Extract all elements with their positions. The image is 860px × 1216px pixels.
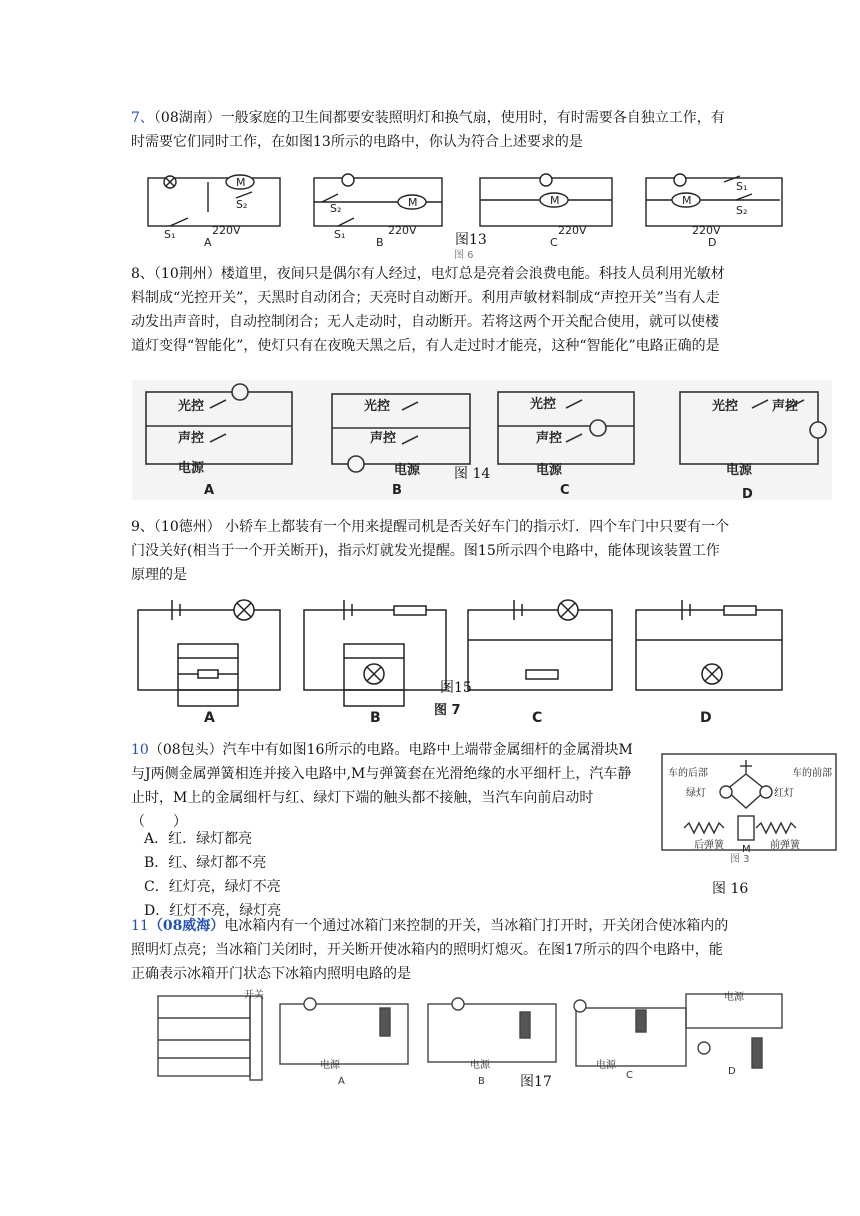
question-number: 10 [131,742,149,758]
svg-text:车的前部: 车的前部 [792,768,832,779]
svg-text:C: C [560,483,570,498]
svg-text:绿灯: 绿灯 [686,788,706,799]
option-b: B．红、绿灯都不亮 [144,855,267,871]
option-c: C．红灯亮，绿灯不亮 [144,879,281,895]
svg-text:声控: 声控 [772,399,799,414]
svg-text:电源: 电源 [320,1060,340,1071]
svg-text:电源: 电源 [596,1060,616,1071]
question-number: 8、 [131,266,154,282]
scan-caption: 图 6 [454,250,474,261]
question-text: （08包头）汽车中有如图16所示的电路。电路中上端带金属细杆的金属滑块M与J两侧金属弹簧相连并接入电路中,M与弹簧套在光滑绝缘的水平细杆上，汽车静止时，M上的金属细杆与红、绿灯下端的触头都不接触，当汽车向前启动时 （ ） [131,742,633,830]
svg-text:声控: 声控 [536,431,563,446]
svg-text:S₁: S₁ [334,228,346,241]
option-label-a: A [204,236,212,249]
question-7 [131,106,731,154]
motor-label: M [236,176,246,189]
svg-text:电源: 电源 [470,1060,490,1071]
figure-15-caption: 图15 [440,680,472,696]
svg-text:前弹簧: 前弹簧 [770,840,800,851]
svg-text:车的后部: 车的后部 [668,768,708,779]
question-number: 7、 [131,110,154,126]
option-label-c: C [550,236,558,249]
svg-text:B: B [392,483,402,498]
svg-text:电源: 电源 [724,992,744,1003]
svg-text:220V: 220V [558,224,587,237]
svg-text:D: D [700,710,712,726]
svg-text:红灯: 红灯 [774,788,794,799]
question-11 [131,914,731,986]
svg-text:S₁: S₁ [736,180,748,193]
svg-text:A: A [338,1076,345,1087]
question-text: （10荆州）楼道里，夜间只是偶尔有人经过，电灯总是亮着会浪费电能。科技人员利用光敏材料制成“光控开关”，天黑时自动闭合；天亮时自动断开。利用声敏材料制成“声控开关”当有人走动发出声音时，自动控制闭合；无人走动时，自动断开。若将这两个开关配合使用，就可以使楼道灯变得“智能化”，使灯只有在夜晚天黑之后，有人走过时才能亮，这种“智能化”电路正确的是 [131,266,725,354]
svg-text:S₂: S₂ [330,202,342,215]
question-number: 11 [131,918,149,934]
svg-text:S₁: S₁ [164,228,176,241]
svg-text:电源: 电源 [178,461,205,476]
svg-text:D: D [742,487,753,502]
figure-17 [156,988,796,1087]
svg-text:M: M [742,844,751,855]
figure-13-caption: 图13 [455,232,487,248]
svg-text:A: A [204,483,215,498]
figure-16-caption: 图 16 [712,881,749,897]
svg-text:B: B [478,1076,485,1087]
svg-text:光控: 光控 [178,399,205,414]
svg-text:光控: 光控 [530,397,557,412]
option-label-b: B [376,236,384,249]
question-source: （08威海） [148,918,225,934]
svg-text:S₂: S₂ [236,198,248,211]
question-8 [131,262,731,358]
svg-text:M: M [408,196,418,209]
svg-text:S₂: S₂ [736,204,748,217]
svg-text:光控: 光控 [712,399,739,414]
svg-text:开关: 开关 [244,990,264,1001]
svg-text:电源: 电源 [394,463,421,478]
svg-text:电源: 电源 [536,463,563,478]
figure-15 [134,594,720,730]
svg-text:声控: 声控 [178,431,205,446]
svg-text:D: D [728,1066,736,1077]
svg-text:C: C [626,1070,633,1081]
svg-text:220V: 220V [212,224,241,237]
svg-text:电源: 电源 [726,463,753,478]
svg-text:A: A [204,710,215,726]
svg-text:声控: 声控 [370,431,397,446]
scan-caption: 图 7 [434,703,461,718]
question-text: （08湖南）一般家庭的卫生间都要安装照明灯和换气扇，使用时，有时需要各自独立工作，有时需要它们同时工作，在如图13所示的电路中，你认为符合上述要求的是 [131,110,725,150]
figure-14-caption: 图 14 [454,466,491,482]
option-a: A．红．绿灯都亮 [144,831,253,847]
svg-text:220V: 220V [388,224,417,237]
svg-text:C: C [532,710,543,726]
figure-17-caption: 图17 [520,1074,552,1090]
svg-text:图 3: 图 3 [730,854,750,865]
question-text: （10德州） 小轿车上都装有一个用来提醒司机是否关好车门的指示灯．四个车门中只要有一个门没关好(相当于一个开关断开)，指示灯就发光提醒。图15所示四个电路中，能体现该装置工作原理的是 [131,519,730,583]
option-label-d: D [708,236,717,249]
svg-text:M: M [682,194,692,207]
figure-16 [660,752,838,864]
svg-text:后弹簧: 后弹簧 [694,840,724,851]
svg-text:光控: 光控 [364,399,391,414]
question-9 [131,515,731,587]
svg-text:B: B [370,710,381,726]
figure-13 [140,168,748,261]
svg-text:220V: 220V [692,224,721,237]
option-d: D．红灯不亮，绿灯亮 [144,903,282,919]
question-number: 9、 [131,519,154,535]
question-text: 电冰箱内有一个通过冰箱门来控制的开关，当冰箱门打开时，开关闭合使冰箱内的照明灯点亮；当冰箱门关闭时，开关断开使冰箱内的照明灯熄灭。在图17所示的四个电路中，能正确表示冰箱开门状态下冰箱内照明电路的是 [131,918,729,982]
question-10 [131,738,643,834]
svg-text:M: M [550,194,560,207]
